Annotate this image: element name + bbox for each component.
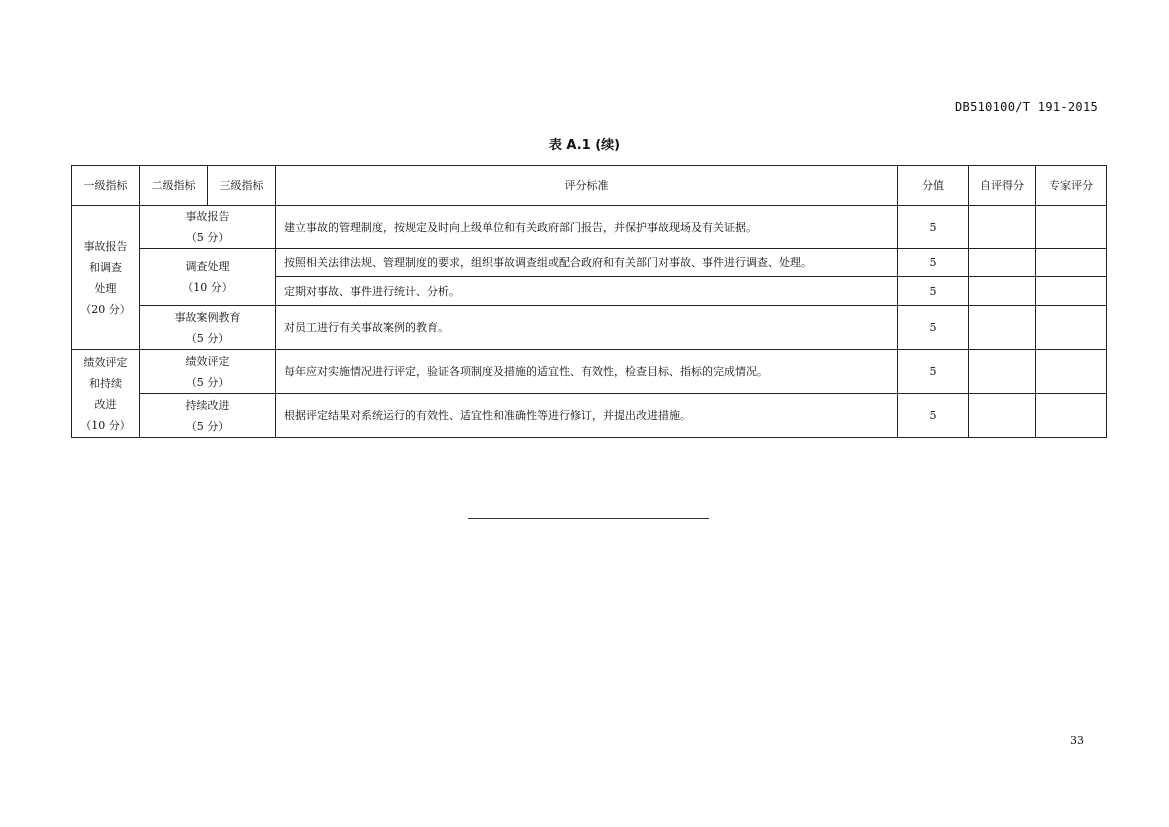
level2-points: （5 分） [185, 419, 230, 433]
standard-cell: 对员工进行有关事故案例的教育。 [276, 306, 898, 350]
table-row [72, 206, 1107, 249]
self-score-cell[interactable] [969, 277, 1036, 306]
level2-points: （5 分） [185, 375, 230, 389]
level1-text-line: （20 分） [80, 302, 131, 316]
level1-text-line: 处理 [94, 281, 117, 295]
self-score-cell[interactable] [969, 350, 1036, 394]
expert-score-cell[interactable] [1036, 249, 1107, 277]
score-cell: 5 [898, 306, 969, 350]
standard-cell: 定期对事故、事件进行统计、分析。 [276, 277, 898, 306]
self-score-cell[interactable] [969, 249, 1036, 277]
level2-name: 事故报告 [185, 210, 230, 223]
standard-cell: 根据评定结果对系统运行的有效性、适宜性和准确性等进行修订，并提出改进措施。 [276, 394, 898, 438]
level1-cell [72, 350, 140, 438]
level2-name: 事故案例教育 [174, 310, 241, 324]
level2-cell [140, 249, 276, 306]
level2-points: （10 分） [182, 281, 233, 294]
score-cell: 5 [898, 350, 969, 394]
standard-cell: 按照相关法律法规、管理制度的要求，组织事故调查组或配合政府和有关部门对事故、事件进行调查、处理。 [276, 249, 898, 277]
expert-score-cell[interactable] [1036, 277, 1107, 306]
header-self-score: 自评得分 [969, 166, 1036, 206]
header-standard: 评分标准 [276, 166, 898, 206]
evaluation-table [71, 165, 1107, 438]
header-level1: 一级指标 [72, 166, 140, 206]
table-row [72, 394, 1107, 438]
score-cell: 5 [898, 277, 969, 306]
self-score-cell[interactable] [969, 206, 1036, 249]
header-expert-score: 专家评分 [1036, 166, 1107, 206]
table-row [72, 350, 1107, 394]
expert-score-cell[interactable] [1036, 394, 1107, 438]
table-caption: 表 A.1 (续) [548, 138, 621, 153]
score-cell: 5 [898, 206, 969, 249]
level1-text-line: （10 分） [80, 418, 131, 432]
document-code: DB510100/T 191-2015 [955, 100, 1098, 114]
standard-cell: 建立事故的管理制度，按规定及时向上级单位和有关政府部门报告，并保护事故现场及有关证据。 [276, 206, 898, 249]
expert-score-cell[interactable] [1036, 306, 1107, 350]
level2-name: 调查处理 [185, 260, 230, 273]
score-cell: 5 [898, 249, 969, 277]
table-row [72, 306, 1107, 350]
level2-points: （5 分） [185, 231, 230, 244]
level1-text-line: 事故报告 [83, 239, 128, 253]
level1-cell [72, 206, 140, 350]
score-cell: 5 [898, 394, 969, 438]
level2-cell [140, 394, 276, 438]
level2-cell [140, 306, 276, 350]
level2-name: 绩效评定 [185, 354, 230, 368]
level1-text-line: 和调查 [89, 260, 122, 274]
expert-score-cell[interactable] [1036, 206, 1107, 249]
level2-cell [140, 350, 276, 394]
standard-cell: 每年应对实施情况进行评定，验证各项制度及措施的适宜性、有效性，检查目标、指标的完成情况。 [276, 350, 898, 394]
level2-name: 持续改进 [185, 398, 230, 412]
level1-text-line: 改进 [94, 397, 117, 411]
self-score-cell[interactable] [969, 306, 1036, 350]
level2-cell [140, 206, 276, 249]
header-level3: 三级指标 [208, 166, 276, 206]
level1-text-line: 绩效评定 [83, 355, 128, 369]
table-row [72, 249, 1107, 277]
page-number: 33 [1070, 734, 1084, 747]
expert-score-cell[interactable] [1036, 350, 1107, 394]
table-header-row [72, 166, 1107, 206]
header-level2: 二级指标 [140, 166, 208, 206]
self-score-cell[interactable] [969, 394, 1036, 438]
level1-text-line: 和持续 [89, 376, 122, 390]
level2-points: （5 分） [185, 331, 230, 345]
end-of-table-rule [468, 518, 709, 519]
header-score: 分值 [898, 166, 969, 206]
